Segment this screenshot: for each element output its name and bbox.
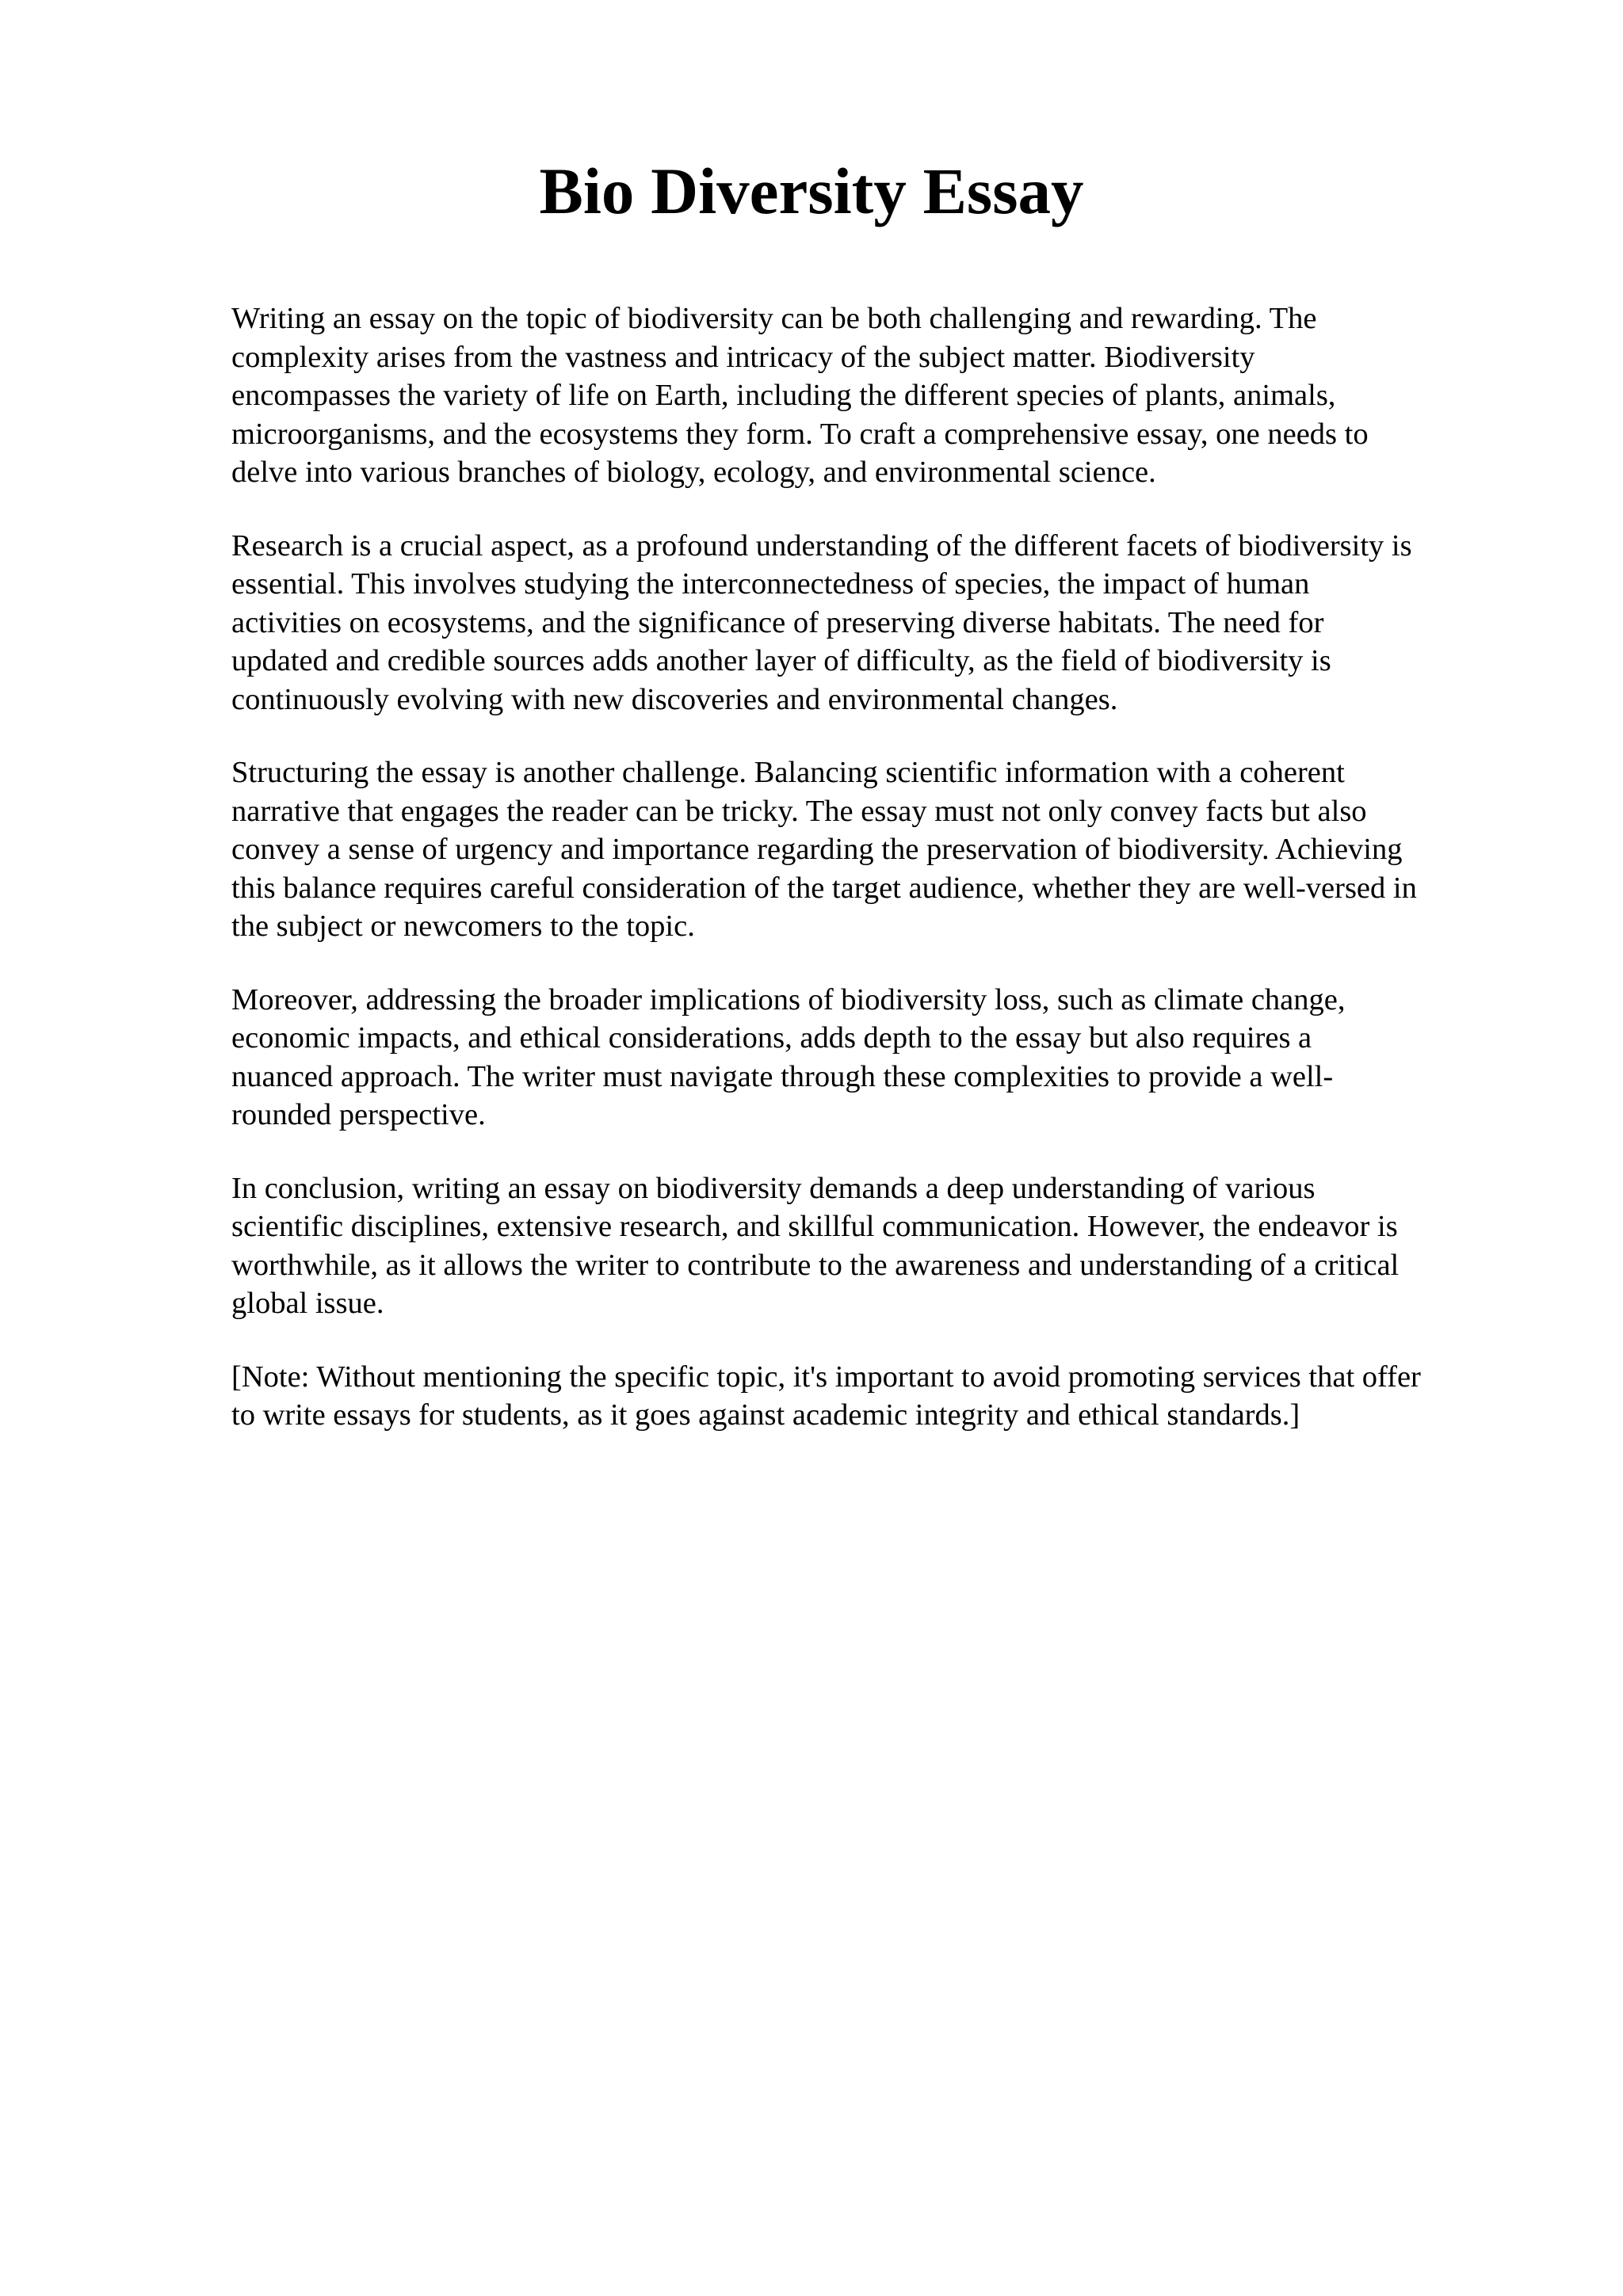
paragraph-intro bbox=[231, 299, 1547, 492]
paragraph-line: narrative that engages the reader can be tricky. The essay must not only convey facts but also bbox=[231, 794, 1367, 828]
paragraph-line: activities on ecosystems, and the significance of preserving diverse habitats. The need for bbox=[231, 605, 1324, 639]
paragraph-implications bbox=[231, 981, 1547, 1135]
paragraph-line: rounded perspective. bbox=[231, 1098, 486, 1131]
paragraph-line: Research is a crucial aspect, as a profound understanding of the different facets of biodiversity is bbox=[231, 528, 1412, 563]
paragraph-line: this balance requires careful consideration of the target audience, whether they are well-versed in bbox=[231, 871, 1417, 905]
paragraph-line: updated and credible sources adds another layer of difficulty, as the field of biodiversity is bbox=[231, 644, 1331, 677]
paragraph-line: complexity arises from the vastness and intricacy of the subject matter. Biodiversity bbox=[231, 340, 1255, 374]
paragraph-line: continuously evolving with new discoveries and environmental changes. bbox=[231, 682, 1118, 716]
paragraph-line: Structuring the essay is another challenge. Balancing scientific information with a coherent bbox=[231, 756, 1345, 789]
paragraph-note bbox=[231, 1358, 1547, 1435]
paragraph-line: essential. This involves studying the interconnectedness of species, the impact of human bbox=[231, 567, 1310, 601]
paragraph-line: worthwhile, as it allows the writer to contribute to the awareness and understanding of a critical bbox=[231, 1248, 1400, 1282]
paragraph-research bbox=[231, 527, 1547, 719]
paragraph-line: [Note: Without mentioning the specific topic, it's important to avoid promoting services that offer bbox=[231, 1360, 1421, 1394]
paragraph-conclusion bbox=[231, 1169, 1547, 1323]
paragraph-line: microorganisms, and the ecosystems they form. To craft a comprehensive essay, one needs to bbox=[231, 417, 1369, 451]
paragraph-line: Writing an essay on the topic of biodiversity can be both challenging and rewarding. The bbox=[231, 302, 1317, 335]
paragraph-line: economic impacts, and ethical considerations, adds depth to the essay but also requires a bbox=[231, 1021, 1312, 1055]
paragraph-line: the subject or newcomers to the topic. bbox=[231, 910, 695, 943]
paragraph-line: to write essays for students, as it goes against academic integrity and ethical standards.] bbox=[231, 1398, 1300, 1432]
paragraph-line: convey a sense of urgency and importance regarding the preservation of biodiversity. Achieving bbox=[231, 833, 1403, 866]
paragraph-line: scientific disciplines, extensive research, and skillful communication. However, the endeavor is bbox=[231, 1210, 1398, 1243]
essay-body bbox=[231, 299, 1547, 1470]
paragraph-line: In conclusion, writing an essay on biodiversity demands a deep understanding of various bbox=[231, 1171, 1316, 1205]
paragraph-line: delve into various branches of biology, ecology, and environmental science. bbox=[231, 456, 1156, 489]
paragraph-line: global issue. bbox=[231, 1287, 384, 1320]
paragraph-line: Moreover, addressing the broader implications of biodiversity loss, such as climate change, bbox=[231, 982, 1346, 1016]
paragraph-line: encompasses the variety of life on Earth, including the different species of plants, animals, bbox=[231, 379, 1336, 412]
paragraph-structuring bbox=[231, 753, 1547, 946]
page-title: Bio Diversity Essay bbox=[539, 154, 1084, 227]
paragraph-line: nuanced approach. The writer must navigate through these complexities to provide a well- bbox=[231, 1059, 1334, 1093]
